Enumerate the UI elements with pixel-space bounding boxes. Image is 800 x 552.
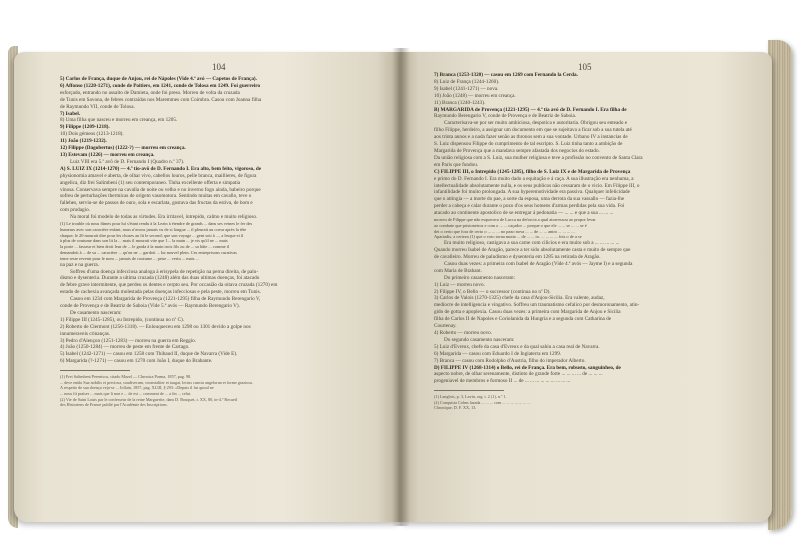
text-line: 11) Branca (1240-1243). — [434, 99, 486, 106]
text-line: que o attingia — a morte do pae, a sorte da esposa, uma derrota da sua vassallo — fazia-lhe — [434, 196, 625, 203]
text-line: ao combate que prisioneiros e com o ... ... caçador ... porque o que ele ... ... se ... ... se é — [434, 222, 587, 228]
text-line: com prudagio. — [60, 207, 90, 214]
text-line: De casamento nasceram: — [70, 309, 122, 316]
text-line: Raymundo Berengario V, conde de Provença e de Beatriz de Saboia. — [434, 113, 577, 120]
text-line: 9) Filippe (1209-1218). — [60, 124, 110, 131]
text-line: progeniavel de membros e formoso II ... de ... ... ... ... ... ... ... ... ... — [434, 378, 571, 385]
text-line: com Maria de Brabant. — [434, 267, 482, 274]
text-line: innumeraveis crinanças. — [60, 330, 111, 337]
text-line: 4) Roberto — morreu novo. — [434, 330, 493, 336]
text-line: 1) Luiz — morreu novo. — [434, 281, 485, 288]
text-line: estado de cachexia avançada molestada pelas doenças infecciosas e pela peste, morreu em Tunis. — [60, 289, 261, 296]
text-line: la porte ... fasseur et bien droit leur de ... le garda à la main trois fils ou de ... sa hâte ... comme il — [60, 244, 230, 250]
footnote: des Historiens de France publié par l'Académie des Inscriptions. — [60, 402, 168, 408]
text-line: perder a cabeça e calar durante o pozo d'os seus homens d'armas perdidas pela sua vida. Foi — [434, 203, 625, 210]
text-line: 10) Dois gémeos (1213-1218). — [60, 131, 124, 138]
text-line: 3) Carlos de Valois (1270-1325) chefe da casa d'Anjou-Sicilia. Era valente, audaz, — [434, 295, 605, 302]
text-line: 9) Isabel (1241-1271) — nova. — [434, 85, 499, 92]
text-line: dismo e dysenteria. Durante a ultima cruzada (1248) além das duas ultimas doenças, foi atacado — [60, 275, 260, 282]
book-gutter — [392, 48, 410, 526]
text-line: e primo do D. Fernando I. Era muito dado a equitação e á caça. A sua illustração era nenhuma, a — [434, 175, 634, 182]
text-line: Luiz VIII era 5.º avô de D. Fernando I (Quadro n.º 37). — [70, 158, 185, 165]
text-line: 12) Filippe (Dagobertus) (1222-?) — morreu em creança. — [60, 145, 186, 152]
text-line: 5) Luiz d'Evreux, chefe da casa d'Evreux e da qual sahiu a casa real de Navarra. — [434, 343, 600, 350]
text-line: 7) Branca — casou com Rodolpho d'Austria, filho do imperador Alberto. — [434, 357, 586, 364]
text-line: fallehes, serviu-se de passos de ouro, sola e escarlata, gostava das fructas da estiva, de bom e — [60, 200, 253, 207]
text-line: de Raymundo VII, conde de Tolosa. — [60, 103, 135, 110]
text-line: 8) Luiz de França (1244-1260). — [434, 78, 500, 85]
footnote: ... nous fit praiser ... mais que li non e ... de est ... comment de ... a fin ... celui. — [60, 390, 192, 396]
text-line: 5) Carlos de França, duque de Anjou, rei de Nápoles (Vide 4.ª avó — Capetos de França). — [60, 76, 257, 82]
text-line: teme reste revenir pour le nom ... jamais de coutume ... prise ... vertu ... mais ... — [60, 255, 199, 261]
text-line: em Paris que fundou. — [434, 161, 479, 168]
text-line: 13) Estevam (1226) — morreu em creança. — [60, 151, 155, 158]
text-line: de Tunis em Savona, de febres contraídas nos Maremmes com Coimbra. Casou com Joanna filha — [60, 96, 262, 103]
text-line: 6) Margarida — casou com Eduardo I de Inglaterra em 1299. — [434, 350, 562, 357]
text-line: 5) Isabel (1242-1271) — casou em 1258 com Thibaud II, duque de Navarra (Vide E). — [60, 351, 238, 358]
left-page-text — [60, 76, 360, 408]
text-line: physionomia amavel e aberta, de olhar vivo, cabellos louros, pelle branca, maillieres, de figura — [60, 172, 257, 179]
text-line: medíocre de intelligencia e vingativo. Soffreu um traumatismo cefalico por desmoronamento, atin- — [434, 302, 640, 309]
text-line: intellectualidade absolutamente nulla, e os seus publicos não cessaram de o vicio. Em Filippe III, o — [434, 182, 640, 189]
right-page — [400, 52, 772, 522]
page-number: 104 — [212, 62, 226, 72]
text-line: (1) Le trouble où nous fûmes pour lui s'étant rendu à la Lezin à étendre de grands ... dans ses veines le fer des — [60, 221, 253, 227]
text-line: sofreu de perturbações thermicas de origem vasomotora. Sentindo muitas em cavallo, teve o — [60, 193, 252, 200]
text-line: Casou duas vezes: a primeira com Isabel de Aragão (Vide 4.ª avós — Jayme I) e a segunda — [444, 260, 633, 267]
footnote: Chronique, D. F. XX, 13. — [434, 405, 477, 411]
text-line: dei o certo que fora de certo o ... ... ... no pazo nova ... ... de ... ... antro ... ... ... ... — [434, 228, 575, 234]
footnote-rule — [434, 390, 504, 391]
text-line: chaque; le 20 mourait dire pour les choses au lit le second; que son voyage ... gent soit à ..., a lesque et il — [60, 232, 244, 238]
text-line: 11) João (1219-1232). — [60, 138, 107, 145]
text-line: de febre grave intermitente, que perdeu os dentes e cerpto seu. Por occasião da oitava cruzada (1270) em — [60, 282, 278, 289]
text-line: 10) João (1248) — morreu em creança. — [434, 92, 516, 99]
footnote: A respeito de sua doença veja-se ... Jollain, 1857, pag. XLIII, § 293: «Depuis il fut quoul ne — [60, 385, 214, 391]
text-line: C) FILIPPE III, o Intrepido (1245-1285), filho de S. Luiz IX e de Margarida de Provença — [434, 168, 631, 175]
text-line: vinosa. Conservava sempre na cavalla de noite ou velho e no inverno fogo ainda, babeiro porque — [60, 186, 261, 193]
text-line: filha de Carlos II de Napoles e Coriolanida da Hungria e a segunda com Catharina de — [434, 316, 612, 323]
text-line: aspecto nobre, de olhar serenamente, distinto de grande forte ... ... ... ... de ... ... ... — [434, 371, 603, 378]
text-line: atacado ao continente apostolico de se entregar á pedonatia — ... ... e que a sua ... ... ... — [434, 210, 614, 217]
text-line: humeurs avec son caractère enfant, nous n'avons jamais vu de si longue ... il pleurait au coeur après la tête — [60, 226, 247, 232]
text-line: Era muito religioso, castigava a sua carne com cilicios e era muito sob a ... ... ... ... ... — [444, 240, 620, 247]
text-line: esforçado, entrando no assalto de Damieta, onde foi preso. Morreu de volta da cruzada — [60, 89, 240, 96]
text-line: gido de gotta e apoplexia. Casou duas vezes: a primeira com Margarida de Anjou e Sicilia — [434, 309, 621, 316]
footnote: (1) Frei Salimbeni Pereniscu, citado Mazel — Chronica Parma, 1857, pag. 98. — [60, 374, 192, 380]
text-line: 6) Margarida (?-1271) — casou em 1270 com João I, duque do Brabante. — [60, 358, 213, 365]
text-line: Casou em 1234 com Margarida de Provença (1221-1295) filha de Raymundo Berengario V, — [70, 296, 261, 303]
footnote-rule — [60, 370, 130, 371]
text-line: na paz e na guerra. — [60, 261, 100, 268]
text-line: A) S. LUIZ IX (1214-1270) — 4.º tio-avô de D. Fernando I. Era alto, bem feito, vigoroso, de — [60, 165, 262, 172]
text-line: morreu de Filippe que não esquecera de Lucca na deforcia a qual atravessou ao propor levar — [434, 217, 596, 223]
text-line: Caracterisava-se por ser muito ambiciosa, despotica e autoritaria. Obrigou seu enteado e — [444, 120, 628, 127]
text-line: demandoit à ... de sa ... caractère ... qu'on ne ... gardoit ... lui nouvel plein. Ces entreprisons curativas — [60, 250, 237, 256]
right-page-text — [434, 72, 730, 411]
text-line: Courtenay. — [434, 323, 457, 330]
text-line: B) MARGARIDA de Provença (1221-1295) — 4.ª tia avó de D. Fernando I. Era filha de — [434, 106, 627, 113]
text-line: 2) Roberto de Clermont (1256-1318). — Enlouqueceu em 1298 ou 1301 devido a golpe nos — [60, 323, 251, 330]
text-line: 1) Filippe III (1245-1285), ou Intrepido, (continua no nº C). — [60, 316, 185, 323]
text-line: Do primeiro casamento nasceram: — [444, 274, 516, 281]
page-number: 105 — [578, 62, 592, 72]
text-line: à plus de coutume dans son lit la ... mais il mourait vite que 1... la main ... je vis qu'il ne ... mais — [60, 238, 228, 244]
text-line: Quando morreu Isabel de Aragão, parece a ter sido absolutamente casta e muito de sempre que — [434, 247, 631, 254]
footnote: (1) Langlois, p. 3, Lavin, org. t. 2 (1), n.º 1. — [434, 394, 507, 400]
text-line: 4) João (1250-1284) — morreu de peste em frente de Cartago. — [60, 344, 190, 351]
text-line: 6) Affonso (1220-1271), conde de Poitiers, em 1241, conde de Tolosa em 1249. Foi guerreiro — [60, 82, 261, 89]
footnote: ... deve então Sua nobilis et preciosa, soudiverum, voonstaliter et taugat, lectus cuncta angelorun et forme graziosa. — [60, 379, 253, 385]
footnote: (2) Conquista Cohns lazada ... ... ... com ... ... ... ... ... ... ... — [434, 399, 531, 405]
text-line: 2) Filippe IV, o Bello — o successor (continua no nº D). — [434, 288, 551, 295]
text-line: conde de Provença e de Beatriz de Saboia (Vide 5.ª avós — Raymundo Berengario V). — [60, 303, 240, 310]
footnote: (2) Vie de Saint Louis par le confesseur de la reine Marguerite, dans D. Bouquet, t. XX, 80, in-4.º Recueil — [60, 396, 238, 402]
text-line: angelica, diz frei Salimbeni (1) seu contemporaneo. Tinha excellente offerta e simpatia — [60, 179, 241, 186]
text-line: Na moral foi modelo de todas as virtudes. Era irritavel, intrepido, calmo e muito religioso. — [70, 214, 258, 221]
text-line: filho Filippe, herdeiro, a assignar um documento em que se sujeitava a ficar sob a sua tutela até — [434, 127, 632, 134]
text-line: aos trinta annos e a nada fazer senão as thronos sem a sua vontade. Urbano IV a instancias de — [434, 134, 628, 141]
left-page — [14, 52, 400, 522]
text-line: Da união religiosa com a S. Luiz, sua mulher religiosa e teve a profissão no convento de Santa Clara — [434, 154, 643, 161]
text-line: de cavalleiro. Morreu de paludismo e dysenteria em 1285 na retirada de Aragão. — [434, 254, 601, 261]
text-line: Apartadis, a certeza (1) que o voto torna muito ... de ... ... to. ... ... ... ... fois o de a se — [434, 234, 582, 240]
text-line: infantilidade foi muito prolongada. A sua hyperemotividade era passiva. Qualquer infelicidade — [434, 189, 630, 196]
text-line: 8) Uma filha que nasceu e morreu em creança, em 1205. — [60, 117, 178, 124]
text-line: Do segundo casamento nasceram: — [444, 336, 515, 343]
text-line: D) FILIPPE IV (1268-1314) o Bello, rei de França. Era bem, robusto, sanguinheo, de — [434, 364, 621, 371]
text-line: Margarida de Provença que a mandava sempre afastada dos negocios do estado. — [434, 147, 600, 154]
text-line: 3) Pedro d'Alençon (1251-1283) — morreu na guerra em Reggio. — [60, 337, 197, 344]
text-line: 7) Branca (1253-1320) — casou em 1269 com Fernando la Cerda. — [434, 72, 578, 78]
text-line: S. Luiz dispensou Filippe do cumprimento de tal escripto. S. Luiz tinha tanto a ambição de — [434, 141, 623, 148]
text-line: 7) Isabel. — [60, 110, 81, 117]
text-line: Soffreu d'uma doença infecciosa analoga á erisypela de repetição na perna direita, de palu- — [70, 268, 259, 275]
